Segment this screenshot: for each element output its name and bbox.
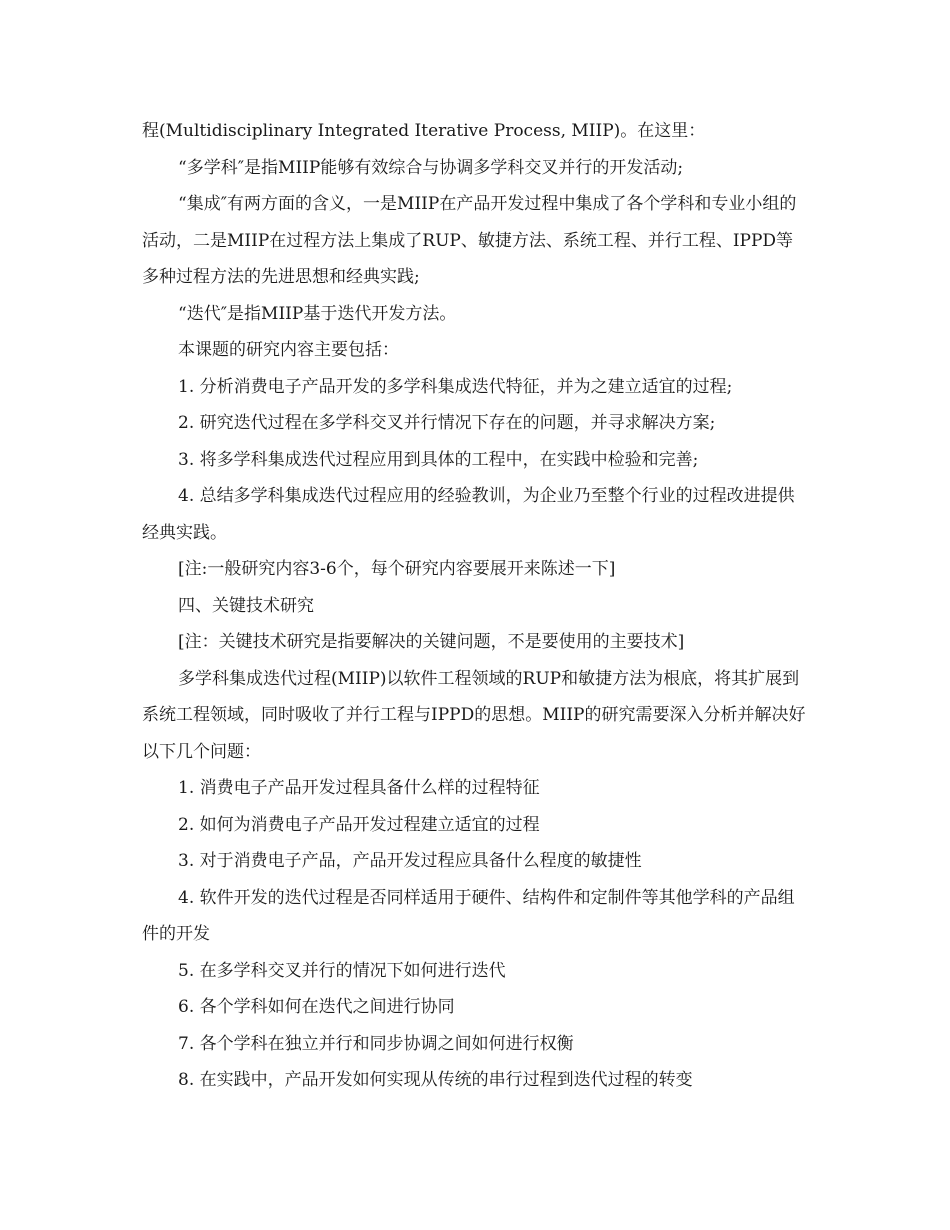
- question-item-3: 3. 对于消费电子产品，产品开发过程应具备什么程度的敏捷性: [178, 851, 642, 871]
- question-item-5: 5. 在多学科交叉并行的情况下如何进行迭代: [178, 960, 506, 981]
- paragraph-miip-basis: 多学科集成迭代过程(MIIP)以软件工程领域的RUP和敏捷方法为根底，将其扩展到系统工程领域，同时吸收了并行工程与IPPD的思想。MIIP的研究需要深入分析并解决好以下几个问题：: [142, 668, 806, 762]
- question-item-2: 2. 如何为消费电子产品开发过程建立适宜的过程: [178, 814, 540, 835]
- question-item-1: 1. 消费电子产品开发过程具备什么样的过程特征: [178, 778, 540, 798]
- note-key-tech: [注：关键技术研究是指要解决的关键问题，不是要使用的主要技术]: [178, 632, 685, 652]
- note-research-content: [注:一般研究内容3-6个，每个研究内容要展开来陈述一下]: [178, 559, 616, 579]
- document-body: [142, 113, 810, 1099]
- research-item-3: 3. 将多学科集成迭代过程应用到具体的工程中，在实践中检验和完善;: [178, 449, 699, 470]
- question-item-8: 8. 在实践中，产品开发如何实现从传统的串行过程到迭代过程的转变: [178, 1070, 693, 1090]
- question-item-7: 7. 各个学科在独立并行和同步协调之间如何进行权衡: [178, 1033, 574, 1054]
- research-item-2: 2. 研究迭代过程在多学科交叉并行情况下存在的问题，并寻求解决方案;: [178, 413, 716, 433]
- section-heading-key-tech: 四、关键技术研究: [178, 595, 314, 616]
- research-item-4: 4. 总结多学科集成迭代过程应用的经验教训，为企业乃至整个行业的过程改进提供经典实践。: [142, 486, 795, 543]
- paragraph-iteration: “迭代″是指MIIP基于迭代开发方法。: [178, 303, 457, 324]
- research-item-1: 1. 分析消费电子产品开发的多学科集成迭代特征，并为之建立适宜的过程;: [178, 376, 733, 397]
- paragraph-multidisciplinary: “多学科″是指MIIP能够有效综合与协调多学科交叉并行的开发活动;: [178, 157, 684, 178]
- paragraph-miip-definition-end: 程(Multidisciplinary Integrated Iterative Process, MIIP)。在这里：: [142, 121, 706, 141]
- question-item-6: 6. 各个学科如何在迭代之间进行协同: [178, 997, 455, 1017]
- paragraph-research-content-intro: 本课题的研究内容主要包括：: [178, 340, 399, 360]
- question-item-4: 4. 软件开发的迭代过程是否同样适用于硬件、结构件和定制件等其他学科的产品组件的开发: [142, 887, 795, 944]
- paragraph-integration: “集成″有两方面的含义，一是MIIP在产品开发过程中集成了各个学科和专业小组的活动，二是MIIP在过程方法上集成了RUP、敏捷方法、系统工程、并行工程、IPPD等多种过程方法的先进思想和经典实践;: [142, 194, 797, 287]
